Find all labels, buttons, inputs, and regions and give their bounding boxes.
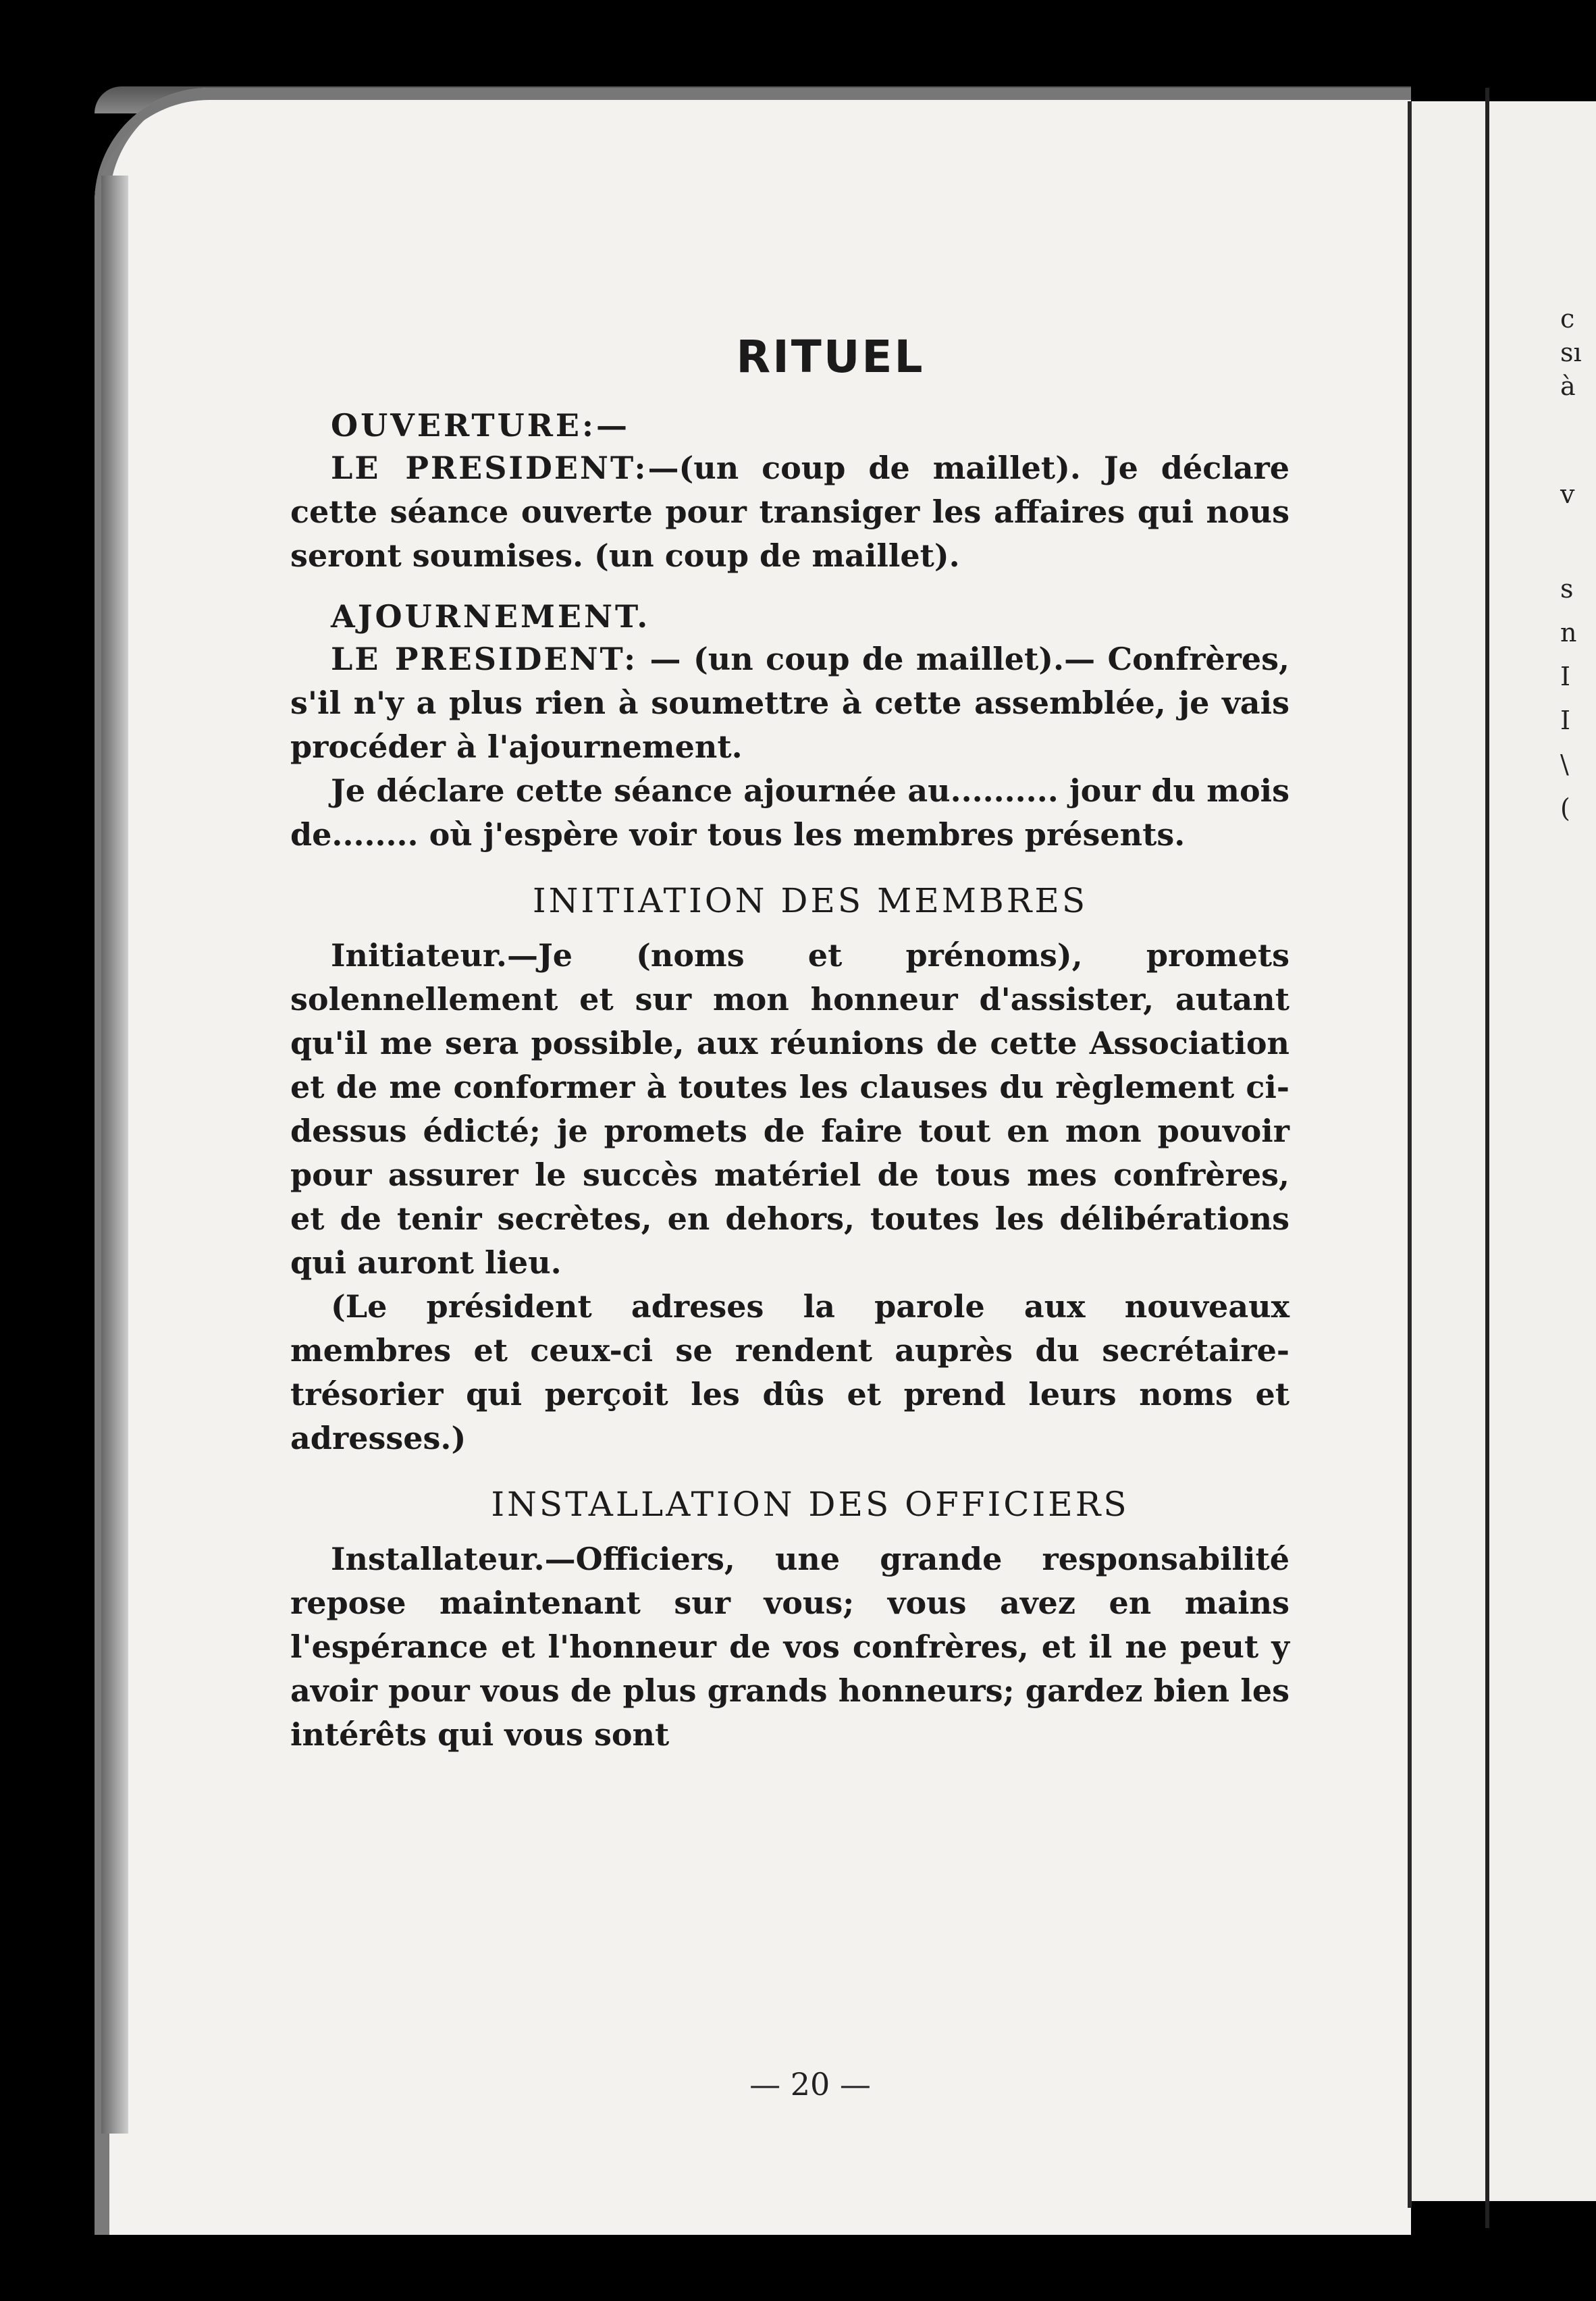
page-number: — 20 — <box>749 2066 871 2102</box>
facing-fragment: v <box>1560 479 1575 509</box>
scan-border <box>1485 88 1489 2228</box>
ajournement-text: — (un coup de maillet).— Confrères, s'il n'y a plus rien à soumettre à cette assemblée, je vais procéder à l'ajournement. <box>290 641 1289 765</box>
installation-heading: INSTALLATION DES OFFICIERS <box>491 1485 1129 1524</box>
ajournement-speaker: LE PRESIDENT: <box>331 641 638 677</box>
facing-fragment: sı <box>1560 338 1582 367</box>
ouverture-paragraph <box>290 446 1289 578</box>
page-content <box>290 331 1289 1757</box>
ajournement-paragraph-2: Je déclare cette séance ajournée au.......... jour du mois de........ où j'espère voir tous les membres présents. <box>290 772 1289 853</box>
facing-fragment: ( <box>1560 793 1570 823</box>
facing-fragment: c <box>1560 304 1575 334</box>
facing-fragment: n <box>1560 618 1577 647</box>
facing-fragment: I <box>1560 662 1571 691</box>
page-title: RITUEL <box>736 331 925 383</box>
ouverture-text: —(un coup de maillet). Je déclare cette séance ouverte pour transiger les affaires qui nous seront soumises. (un coup de maillet). <box>290 450 1290 574</box>
facing-fragment: I <box>1560 706 1571 735</box>
initiation-paragraph: Initiateur.—Je (noms et prénoms), promets solennellement et sur mon honneur d'assister, autant qu'il me sera possible, aux réunions de cette Association et de me conformer à toutes les clauses du règlement ci-dessus édicté; je promets de faire tout en mon pouvoir pour assurer le succès matériel de tous mes confrères, et de tenir secrètes, en dehors, toutes les délibérations qui auront lieu. <box>290 937 1289 1281</box>
initiation-paragraph-2: (Le président adreses la parole aux nouveaux membres et ceux-ci se rendent auprès du secrétaire-trésorier qui perçoit les dûs et prend leurs noms et adresses.) <box>290 1288 1289 1456</box>
facing-fragment: s <box>1560 574 1574 604</box>
ajournement-label: AJOURNEMENT. <box>331 598 651 635</box>
ouverture-label: OUVERTURE:— <box>331 407 630 444</box>
facing-fragment: \ <box>1560 749 1569 779</box>
installation-paragraph: Installateur.—Officiers, une grande responsabilité repose maintenant sur vous; vous avez en mains l'espérance et l'honneur de vos confrères, et il ne peut y avoir pour vous de plus grands honneurs; gardez bien les intérêts qui vous sont <box>290 1541 1289 1753</box>
facing-fragment: à <box>1560 371 1576 401</box>
ouverture-speaker: LE PRESIDENT: <box>331 450 648 486</box>
facing-page <box>1412 101 1596 2201</box>
initiation-heading: INITIATION DES MEMBRES <box>532 881 1088 920</box>
book-left-edge <box>101 176 128 2134</box>
ajournement-paragraph <box>290 637 1289 769</box>
